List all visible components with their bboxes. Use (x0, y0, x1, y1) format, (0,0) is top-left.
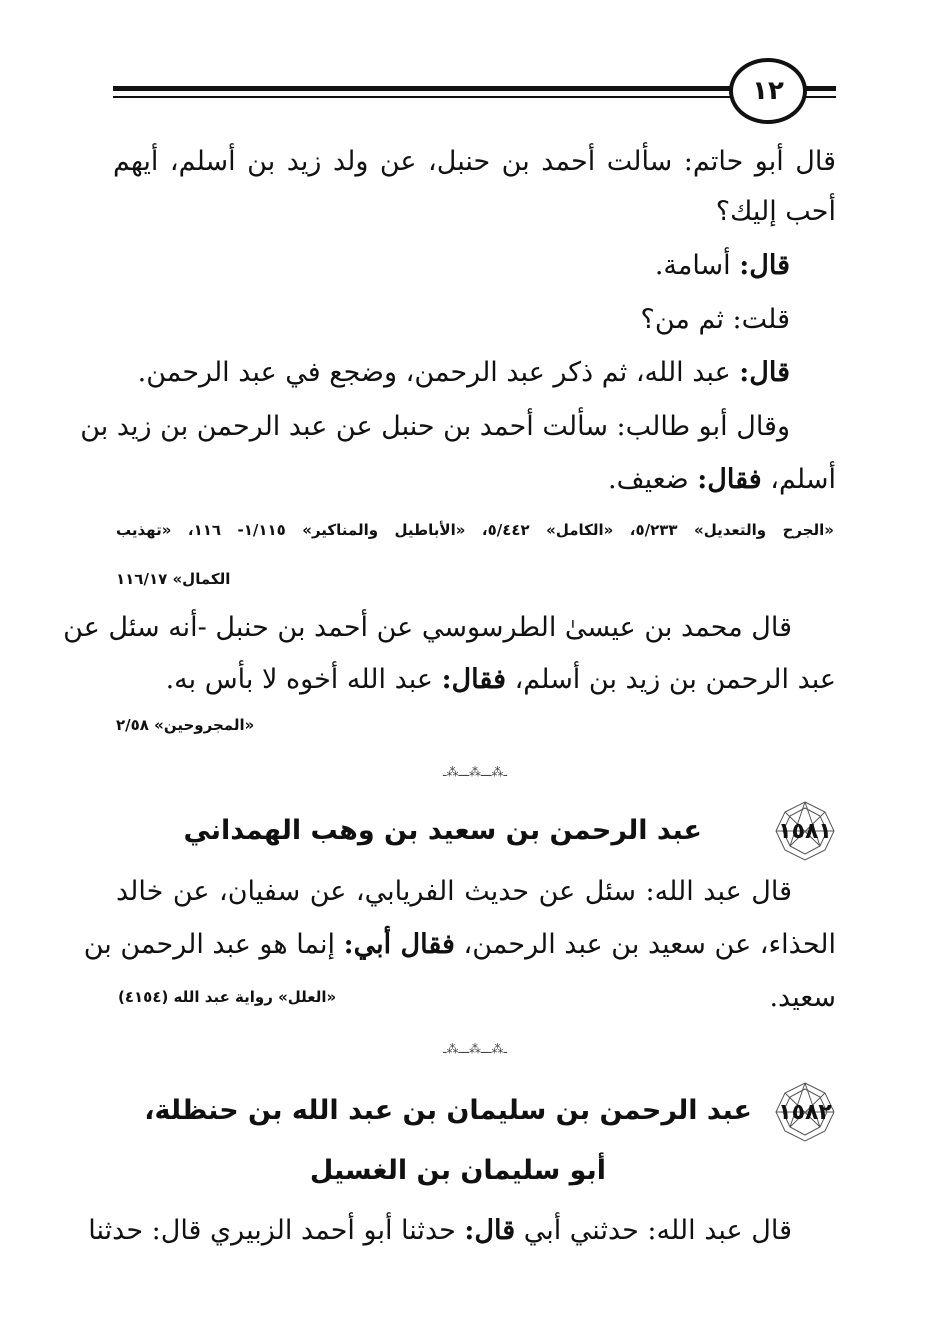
text-span: إنما هو عبد الرحمن بن (83, 929, 344, 960)
source-reference: «المجروحين» ٢/٥٨ (116, 716, 255, 734)
speaker-label: فقال: (697, 464, 762, 495)
text-span: أسامة. (654, 250, 740, 281)
text-line (88, 1211, 792, 1251)
speaker-label: فقال أبي: (343, 929, 455, 960)
text-line: أحب إليك؟ (715, 196, 836, 227)
text-span: عبد الرحمن بن زيد بن أسلم، (505, 664, 836, 695)
text-span: قال عبد الله: حدثني أبي (515, 1215, 792, 1246)
text-line (166, 660, 836, 700)
text-line: قال أبو حاتم: سألت أحمد بن حنبل، عن ولد زيد بن أسلم، أيهم (113, 146, 836, 177)
speaker-label: قال: (464, 1215, 516, 1246)
speaker-label: فقال: (441, 664, 506, 695)
entry-number: ١٥٨١ (778, 818, 832, 844)
text-line: قال عبد الله: سئل عن حديث الفريابي، عن سفيان، عن خالد (116, 876, 792, 907)
source-reference: الكمال» ١١٦/١٧ (116, 570, 231, 588)
page-number: ١٢ (729, 58, 807, 124)
text-span: عبد الله، ثم ذكر عبد الرحمن، وضجع في عبد الرحمن. (137, 357, 740, 388)
text-line: قال محمد بن عيسىٰ الطرسوسي عن أحمد بن حنبل -أنه سئل عن (63, 612, 792, 643)
entry-number-badge (774, 800, 836, 862)
speaker-label: قال: (739, 357, 790, 388)
text-span: ضعيف. (608, 464, 698, 495)
text-span: أسلم، (761, 464, 836, 495)
entry-number-badge (774, 1081, 836, 1143)
text-span: عبد الله أخوه لا بأس به. (165, 664, 442, 695)
text-line: سعيد. (769, 982, 836, 1013)
source-reference: «العلل» رواية عبد الله (٤١٥٤) (118, 988, 337, 1006)
text-span: الحذاء، عن سعيد بن عبد الرحمن، (454, 929, 836, 960)
text-line (655, 246, 790, 286)
text-line (83, 925, 836, 965)
entry-number: ١٥٨٢ (778, 1099, 832, 1125)
text-line (138, 353, 790, 393)
entry-title: عبد الرحمن بن سليمان بن عبد الله بن حنظلة، (144, 1095, 752, 1126)
text-line (608, 460, 836, 500)
section-separator: ـ⁂ـــ⁂ـــ⁂ـ (442, 1042, 508, 1056)
source-reference: «الجرح والتعديل» ٥/٢٣٣، «الكامل» ٥/٤٤٢، «الأباطيل والمناكير» ١/١١٥- ١١٦، «تهذيب (116, 521, 834, 539)
header-rule-thin (113, 96, 730, 98)
header-rule (113, 86, 730, 91)
section-separator: ـ⁂ـــ⁂ـــ⁂ـ (442, 765, 508, 779)
text-line: وقال أبو طالب: سألت أحمد بن حنبل عن عبد الرحمن بن زيد بن (80, 411, 790, 442)
speaker-label: قال: (739, 250, 790, 281)
header-rule-right-thin (806, 96, 836, 98)
text-line: قلت: ثم من؟ (640, 304, 790, 335)
text-span: حدثنا أبو أحمد الزبيري قال: حدثنا (88, 1215, 465, 1246)
entry-subtitle: أبو سليمان بن الغسيل (309, 1155, 606, 1186)
header-rule-right (806, 86, 836, 91)
entry-title: عبد الرحمن بن سعيد بن وهب الهمداني (183, 815, 702, 846)
